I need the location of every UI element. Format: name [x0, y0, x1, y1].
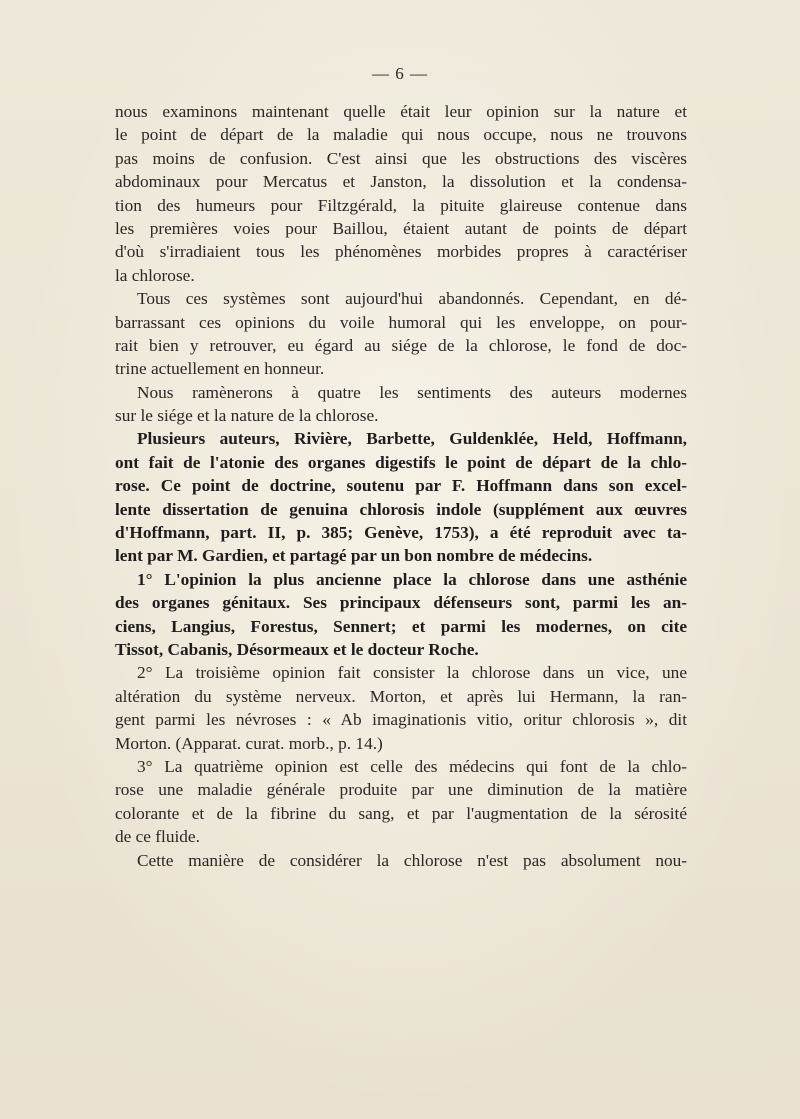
- text-line: les premières voies pour Baillou, étaient autant de points de départ: [115, 218, 687, 238]
- body-text: [115, 100, 687, 872]
- text-line: Morton. (Apparat. curat. morb., p. 14.): [115, 733, 383, 753]
- text-line: pas moins de confusion. C'est ainsi que les obstructions des viscères: [115, 148, 687, 168]
- paragraph-6: [115, 661, 687, 755]
- text-line: nous examinons maintenant quelle était leur opinion sur la nature et: [115, 102, 687, 121]
- text-line: 3° La quatrième opinion est celle des médecins qui font de la chlo-: [137, 756, 687, 776]
- text-line: gent parmi les névroses : « Ab imaginationis vitio, oritur chlorosis », dit: [115, 710, 687, 730]
- paragraph-5: [115, 568, 687, 662]
- text-line: Cette manière de considérer la chlorose n'est pas absolument nou-: [137, 850, 687, 870]
- text-line: barrassant ces opinions du voile humoral qui les enveloppe, on pour-: [115, 312, 687, 332]
- text-line: abdominaux pour Mercatus et Janston, la dissolution et la condensa-: [115, 172, 687, 192]
- text-line: Tissot, Cabanis, Désormeaux et le docteur Roche.: [115, 639, 479, 659]
- text-line: trine actuellement en honneur.: [115, 359, 325, 379]
- text-line: lent par M. Gardien, et partagé par un bon nombre de médecins.: [115, 546, 593, 566]
- text-line: colorante et de la fibrine du sang, et par l'augmentation de la sérosité: [115, 803, 687, 823]
- text-line: d'où s'irradiaient tous les phénomènes morbides propres à caractériser: [115, 242, 687, 262]
- page-number: — 6 —: [372, 64, 428, 83]
- text-line: des organes génitaux. Ses principaux défenseurs sont, parmi les an-: [115, 593, 687, 613]
- paragraph-1: [115, 100, 687, 287]
- text-line: Plusieurs auteurs, Rivière, Barbette, Guldenklée, Held, Hoffmann,: [137, 429, 687, 449]
- text-line: Nous ramènerons à quatre les sentiments des auteurs modernes: [137, 382, 687, 402]
- text-line: ciens, Langius, Forestus, Sennert; et parmi les modernes, on cite: [115, 616, 687, 636]
- text-line: d'Hoffmann, part. II, p. 385; Genève, 1753), a été reproduit avec ta-: [115, 523, 687, 543]
- text-line: lente dissertation de genuina chlorosis indole (supplément aux œuvres: [115, 499, 687, 519]
- text-line: la chlorose.: [115, 265, 195, 285]
- paragraph-7: [115, 755, 687, 849]
- text-line: tion des humeurs pour Filtzgérald, la pituite glaireuse contenue dans: [115, 195, 687, 215]
- text-line: Tous ces systèmes sont aujourd'hui abandonnés. Cependant, en dé-: [137, 289, 687, 309]
- text-line: rait bien y retrouver, eu égard au siége de la chlorose, le fond de doc-: [115, 335, 687, 355]
- paragraph-4: [115, 427, 687, 567]
- text-line: 2° La troisième opinion fait consister la chlorose dans un vice, une: [137, 663, 687, 683]
- text-line: ont fait de l'atonie des organes digestifs le point de départ de la chlo-: [115, 452, 687, 472]
- paragraph-2: [115, 287, 687, 381]
- text-line: altération du système nerveux. Morton, et après lui Hermann, la ran-: [115, 686, 687, 706]
- text-line: 1° L'opinion la plus ancienne place la chlorose dans une asthénie: [137, 569, 687, 589]
- text-line: de ce fluide.: [115, 827, 200, 847]
- text-line: le point de départ de la maladie qui nous occupe, nous ne trouvons: [115, 125, 687, 145]
- paragraph-3: [115, 381, 687, 428]
- text-line: rose. Ce point de doctrine, soutenu par F. Hoffmann dans son excel-: [115, 476, 687, 496]
- text-line: sur le siége et la nature de la chlorose.: [115, 406, 379, 426]
- paragraph-8: [115, 849, 687, 872]
- text-line: rose une maladie générale produite par une diminution de la matière: [115, 780, 687, 800]
